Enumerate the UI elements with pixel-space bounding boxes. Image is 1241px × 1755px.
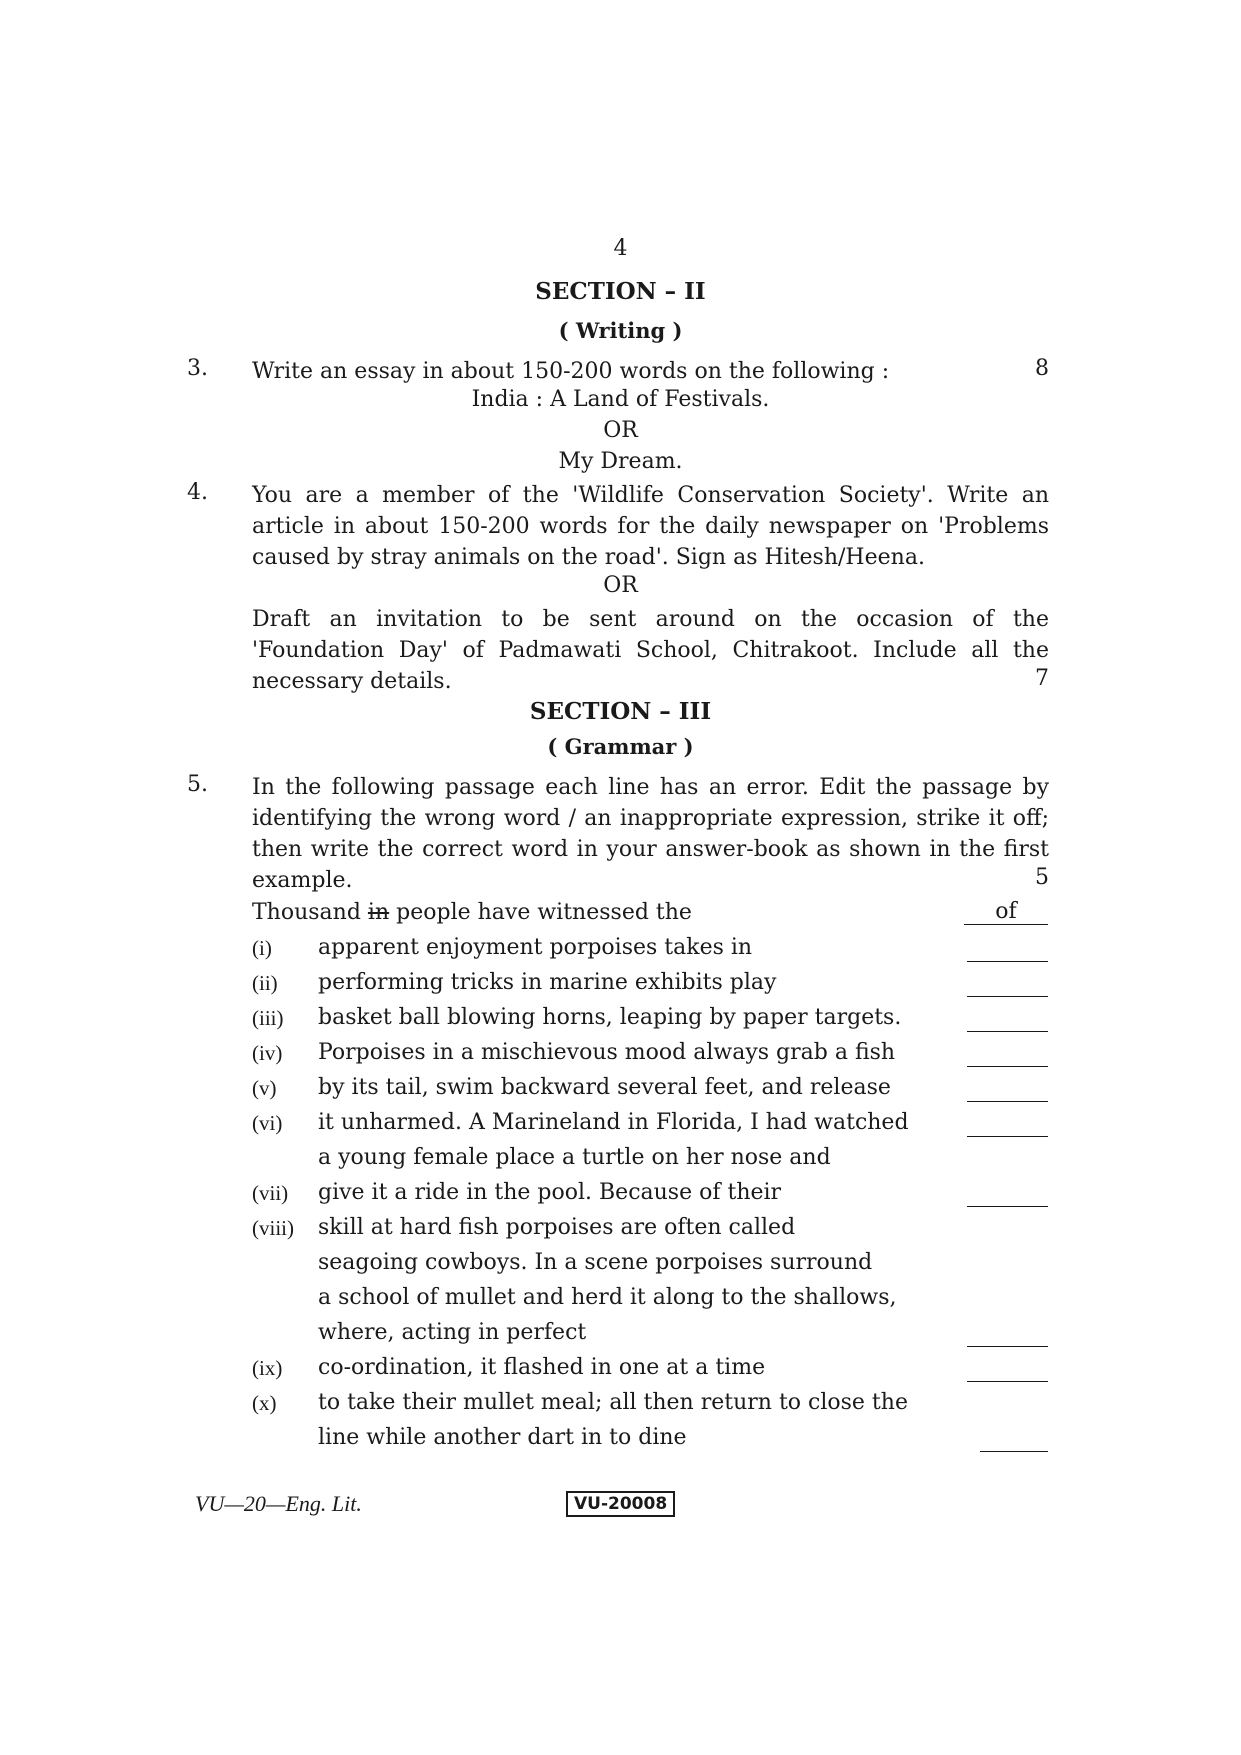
passage-line-text: a school of mullet and herd it along to the shallows, xyxy=(318,1285,897,1310)
passage-line-text: seagoing cowboys. In a scene porpoises surround xyxy=(318,1250,873,1275)
passage-line-number: (iii) xyxy=(252,1006,284,1030)
question-5-number: 5. xyxy=(187,772,208,797)
passage-line-number: (ix) xyxy=(252,1356,283,1380)
passage-line-text: give it a ride in the pool. Because of their xyxy=(318,1180,782,1205)
section-3-subheading: ( Grammar ) xyxy=(547,734,694,759)
passage-line-text: co-ordination, it flashed in one at a time xyxy=(318,1355,766,1380)
answer-blank-line xyxy=(967,1381,1048,1382)
passage-line-text: performing tricks in marine exhibits play xyxy=(318,970,777,995)
passage-line-text: to take their mullet meal; all then return to close the xyxy=(318,1390,908,1415)
question-5-marks: 5 xyxy=(1035,865,1049,890)
question-3-topic-1: India : A Land of Festivals. xyxy=(471,387,770,412)
question-3-or: OR xyxy=(603,418,638,443)
question-4-or: OR xyxy=(603,573,638,598)
footer-paper-label: VU—20—Eng. Lit. xyxy=(195,1491,362,1516)
question-4-line-3: caused by stray animals on the road'. Sign as Hitesh/Heena. xyxy=(252,545,925,570)
passage-line-text: line while another dart in to dine xyxy=(318,1425,687,1450)
passage-line-text: Porpoises in a mischievous mood always grab a fish xyxy=(318,1040,896,1065)
question-4-alt-line-1: Draft an invitation to be sent around on the occasion of the xyxy=(252,607,1049,632)
question-4-line-2: article in about 150-200 words for the daily newspaper on 'Problems xyxy=(252,514,1049,539)
answer-blank-line xyxy=(967,1136,1048,1137)
answer-blank-line xyxy=(967,1066,1048,1067)
section-2-subheading: ( Writing ) xyxy=(558,318,683,343)
passage-line-text: apparent enjoyment porpoises takes in xyxy=(318,935,753,960)
passage-line-text: by its tail, swim backward several feet, and release xyxy=(318,1075,891,1100)
question-4-line-1: You are a member of the 'Wildlife Conservation Society'. Write an xyxy=(252,483,1049,508)
answer-blank-line xyxy=(967,1031,1048,1032)
example-answer-word: of xyxy=(995,899,1017,924)
footer-paper-code: VU-20008 xyxy=(566,1491,675,1517)
example-text-before: Thousand xyxy=(252,900,368,925)
question-4-number: 4. xyxy=(187,480,208,505)
passage-line-number: (ii) xyxy=(252,971,278,995)
example-struck-word: in xyxy=(367,900,390,925)
answer-blank-line xyxy=(967,1346,1048,1347)
question-3-text: Write an essay in about 150-200 words on the following : xyxy=(252,359,890,384)
passage-line-text: skill at hard fish porpoises are often called xyxy=(318,1215,796,1240)
passage-line-text: basket ball blowing horns, leaping by paper targets. xyxy=(318,1005,902,1030)
question-3-topic-2: My Dream. xyxy=(558,449,683,474)
question-3-marks: 8 xyxy=(1035,356,1049,381)
question-4-alt-line-2: 'Foundation Day' of Padmawati School, Chitrakoot. Include all the xyxy=(252,638,1049,663)
answer-blank-line xyxy=(967,1101,1048,1102)
answer-blank-line xyxy=(967,961,1048,962)
question-5-line-3: then write the correct word in your answer-book as shown in the first xyxy=(252,837,1049,862)
passage-line-text: it unharmed. A Marineland in Florida, I had watched xyxy=(318,1110,909,1135)
answer-blank-line xyxy=(980,1451,1048,1452)
passage-line-number: (vii) xyxy=(252,1181,289,1205)
page-number: 4 xyxy=(613,236,628,261)
section-2-heading: SECTION – II xyxy=(535,278,706,305)
passage-line-text: where, acting in perfect xyxy=(318,1320,587,1345)
passage-line-number: (x) xyxy=(252,1391,277,1415)
answer-blank-line xyxy=(967,1206,1048,1207)
question-3-number: 3. xyxy=(187,356,208,381)
section-3-heading: SECTION – III xyxy=(529,698,712,725)
passage-line-number: (viii) xyxy=(252,1216,294,1240)
passage-line-number: (iv) xyxy=(252,1041,283,1065)
answer-blank-line xyxy=(967,996,1048,997)
question-4-alt-line-3: necessary details. xyxy=(252,669,452,694)
passage-line-number: (vi) xyxy=(252,1111,283,1135)
example-text-after: people have witnessed the xyxy=(389,900,692,925)
passage-line-text: a young female place a turtle on her nose and xyxy=(318,1145,831,1170)
question-5-line-2: identifying the wrong word / an inappropriate expression, strike it off; xyxy=(252,806,1049,831)
passage-line-number: (i) xyxy=(252,936,272,960)
question-5-line-4: example. xyxy=(252,868,353,893)
example-answer xyxy=(964,900,1048,925)
question-5-line-1: In the following passage each line has an error. Edit the passage by xyxy=(252,775,1049,800)
question-4-marks: 7 xyxy=(1035,666,1049,691)
passage-line-number: (v) xyxy=(252,1076,277,1100)
example-line xyxy=(252,900,692,925)
